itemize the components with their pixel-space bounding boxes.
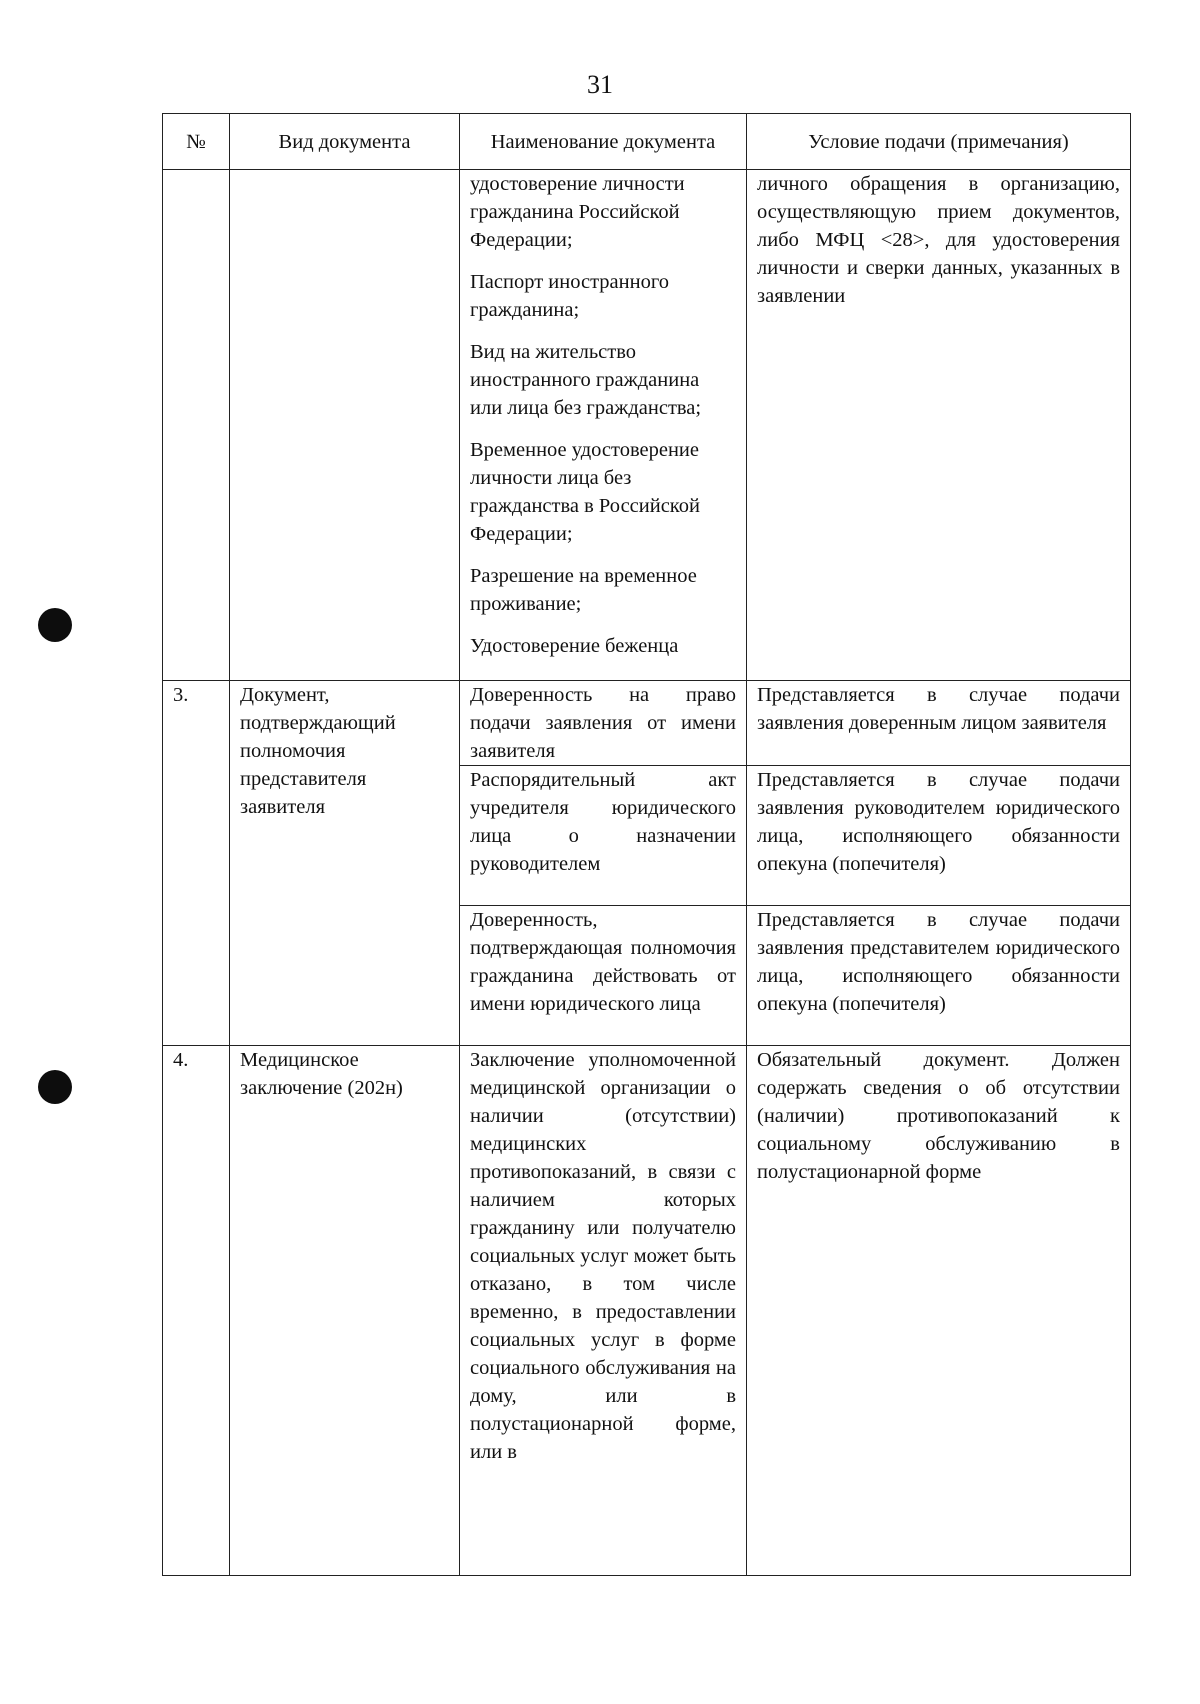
punch-hole-bottom: [38, 1070, 72, 1104]
cell-condition: Обязательный документ. Должен содержать сведения о об отсутствии (наличии) противопоказаний к социальному обслуживанию в полустационарной форме: [747, 1046, 1131, 1576]
cell-num: 4.: [163, 1046, 230, 1576]
cell-doc-name: Доверенность на право подачи заявления от имени заявителя: [460, 681, 747, 766]
table-row: [163, 681, 1131, 766]
cell-num-empty: [163, 170, 230, 681]
list-item: Разрешение на временное проживание;: [470, 565, 697, 615]
cell-condition: Представляется в случае подачи заявления руководителем юридического лица, исполняющего обязанности опекуна (попечителя): [747, 766, 1131, 906]
cell-doc-type: Медицинское заключение (202н): [230, 1046, 460, 1576]
cell-condition: Представляется в случае подачи заявления доверенным лицом заявителя: [747, 681, 1131, 766]
list-item: Временное удостоверение личности лица без гражданства в Российской Федерации;: [470, 439, 700, 545]
cell-doc-name: Заключение уполномоченной медицинской организации о наличии (отсутствии) медицинских противопоказаний, в связи с наличием которых гражданину или получателю социальных услуг может быть отказано, в том числе временно, в предоставлении социальных услуг в форме социального обслуживания на дому, или в полустационарной форме, или в: [460, 1046, 747, 1576]
cell-doc-name: Доверенность, подтверждающая полномочия гражданина действовать от имени юридического лица: [460, 906, 747, 1046]
table-row: [163, 1046, 1131, 1576]
cell-num: 3.: [163, 681, 230, 1046]
cell-condition: личного обращения в организацию, осуществляющую прием документов, либо МФЦ <28>, для удостоверения личности и сверки данных, указанных в заявлении: [747, 170, 1131, 681]
cell-doc-names-list: [460, 170, 747, 681]
punch-hole-top: [38, 608, 72, 642]
page-number: 31: [587, 70, 613, 99]
list-item: Удостоверение беженца: [470, 635, 679, 657]
table-row-continued: [163, 170, 1131, 681]
cell-doc-type-empty: [230, 170, 460, 681]
table-header-row: [163, 114, 1131, 170]
documents-table: [162, 113, 1131, 1576]
list-item: Паспорт иностранного гражданина;: [470, 271, 669, 321]
header-num: №: [163, 114, 230, 170]
list-item: Вид на жительство иностранного гражданина или лица без гражданства;: [470, 341, 702, 419]
cell-doc-type: Документ, подтверждающий полномочия представителя заявителя: [230, 681, 460, 1046]
cell-doc-name: Распорядительный акт учредителя юридического лица о назначении руководителем: [460, 766, 747, 906]
list-item: удостоверение личности гражданина Российской Федерации;: [470, 173, 685, 251]
header-condition: Условие подачи (примечания): [747, 114, 1131, 170]
header-doc-name: Наименование документа: [460, 114, 747, 170]
header-doc-type: Вид документа: [230, 114, 460, 170]
cell-condition: Представляется в случае подачи заявления представителем юридического лица, исполняющего обязанности опекуна (попечителя): [747, 906, 1131, 1046]
